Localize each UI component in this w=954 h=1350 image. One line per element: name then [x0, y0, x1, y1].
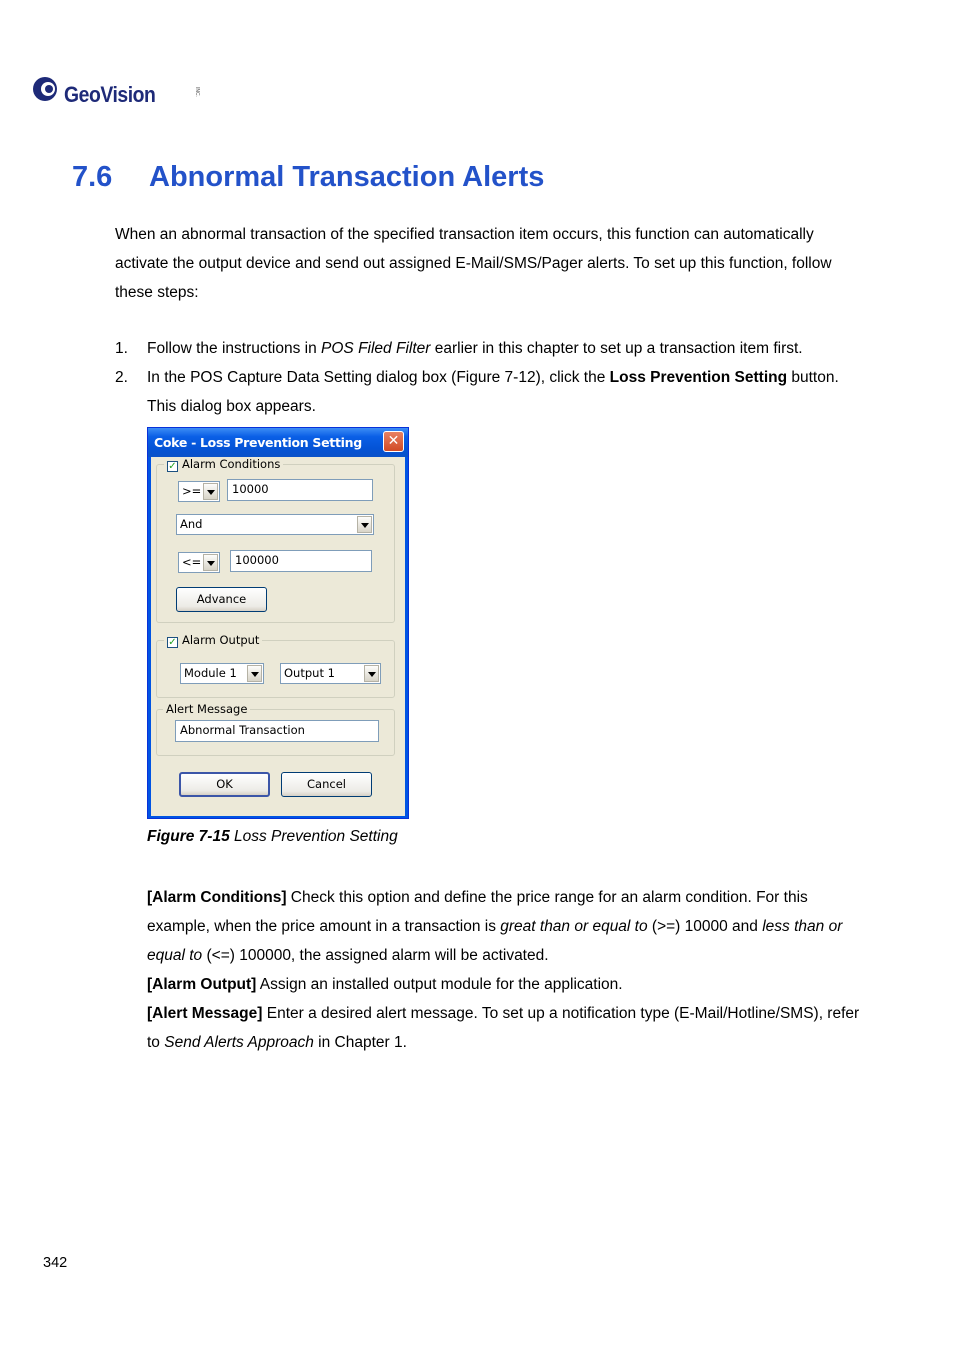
alarm-conditions-checkbox[interactable]: ✓: [168, 461, 177, 472]
operator-1-select[interactable]: [178, 481, 220, 502]
alarm-conditions-description: [147, 883, 862, 970]
step-1: [115, 334, 847, 363]
figure-caption: [147, 828, 398, 846]
output-value: Output 1: [284, 666, 335, 680]
description-text: Assign an installed output module for the application.: [256, 976, 623, 993]
ok-button[interactable]: OK: [179, 772, 270, 797]
operator-2-value: <=: [182, 555, 202, 569]
description-text: (<=) 100000, the assigned alarm will be activated.: [202, 947, 549, 964]
output-select[interactable]: [280, 663, 381, 684]
description-label: [Alarm Conditions]: [147, 889, 287, 906]
description-text: (>=) 10000 and: [647, 918, 763, 935]
alarm-output-description: [147, 970, 862, 999]
alert-message-description: [147, 999, 862, 1057]
cancel-button[interactable]: Cancel: [281, 772, 372, 797]
value-1-input[interactable]: 10000: [227, 479, 373, 501]
module-value: Module 1: [184, 666, 237, 680]
logic-select[interactable]: [176, 514, 374, 535]
step-text: earlier in this chapter to set up a transaction item first.: [430, 340, 803, 357]
figure-number: Figure 7-15: [147, 828, 230, 845]
loss-prevention-dialog: [147, 427, 409, 819]
description-text: Enter a desired alert message. To set up a notification type (E-Mail/Hotline/SMS), refer to: [147, 1005, 860, 1051]
description-label: [Alert Message]: [147, 1005, 263, 1022]
chevron-down-icon[interactable]: [203, 554, 218, 571]
alarm-output-checkbox[interactable]: ✓: [168, 637, 177, 648]
brand-sub: INC.: [194, 87, 200, 97]
step-text: Follow the instructions in: [147, 340, 322, 357]
close-icon[interactable]: ✕: [383, 431, 404, 452]
dialog-title: Coke - Loss Prevention Setting: [154, 435, 362, 450]
description-emphasis: less than or equal to: [147, 918, 843, 964]
alarm-output-legend[interactable]: [164, 633, 262, 648]
brand-name: GeoVision: [64, 82, 156, 107]
step-2: [115, 363, 847, 421]
step-number: 1.: [115, 340, 128, 357]
alert-message-legend: Alert Message: [163, 702, 250, 716]
step-strong: Loss Prevention Setting: [609, 369, 788, 386]
chevron-down-icon[interactable]: [203, 483, 218, 500]
alarm-conditions-legend[interactable]: [164, 457, 283, 472]
description-text: in Chapter 1.: [313, 1034, 407, 1051]
dialog-client: [151, 457, 405, 816]
section-number: 7.6: [72, 161, 113, 193]
alarm-output-label: Alarm Output: [182, 633, 260, 647]
section-title: Abnormal Transaction Alerts: [149, 161, 545, 193]
description-emphasis: great than or equal to: [500, 918, 648, 935]
description-label: [Alarm Output]: [147, 976, 257, 993]
module-select[interactable]: [180, 663, 264, 684]
alarm-conditions-label: Alarm Conditions: [182, 457, 281, 471]
step-text: button. This dialog box appears.: [147, 369, 839, 415]
step-emphasis: POS Filed Filter: [321, 340, 431, 357]
operator-2-select[interactable]: [178, 552, 220, 573]
description-emphasis: Send Alerts Approach: [164, 1034, 314, 1051]
alert-message-input[interactable]: Abnormal Transaction: [175, 720, 379, 742]
page-number: 342: [43, 1255, 68, 1271]
intro-paragraph: When an abnormal transaction of the specified transaction item occurs, this function can automatically activate the output device and send out assigned E-Mail/SMS/Pager alerts. To set up this function, follow these steps:: [115, 226, 832, 301]
step-number: 2.: [115, 369, 128, 386]
advance-button[interactable]: Advance: [176, 587, 267, 612]
geovision-logo-icon: [31, 74, 61, 104]
value-2-input[interactable]: 100000: [230, 550, 372, 572]
step-text: In the POS Capture Data Setting dialog box (Figure 7-12), click the: [147, 369, 610, 386]
description-text: Check this option and define the price range for an alarm condition. For this example, when the price amount in a transaction is: [147, 889, 808, 935]
figure-title: Loss Prevention Setting: [229, 828, 398, 845]
dialog-titlebar[interactable]: [148, 428, 408, 457]
chevron-down-icon[interactable]: [247, 665, 262, 682]
operator-1-value: >=: [182, 484, 202, 498]
chevron-down-icon[interactable]: [357, 516, 372, 533]
section-heading: [72, 161, 544, 194]
logic-value: And: [180, 517, 203, 531]
chevron-down-icon[interactable]: [364, 665, 379, 682]
field-descriptions: [147, 883, 862, 1057]
